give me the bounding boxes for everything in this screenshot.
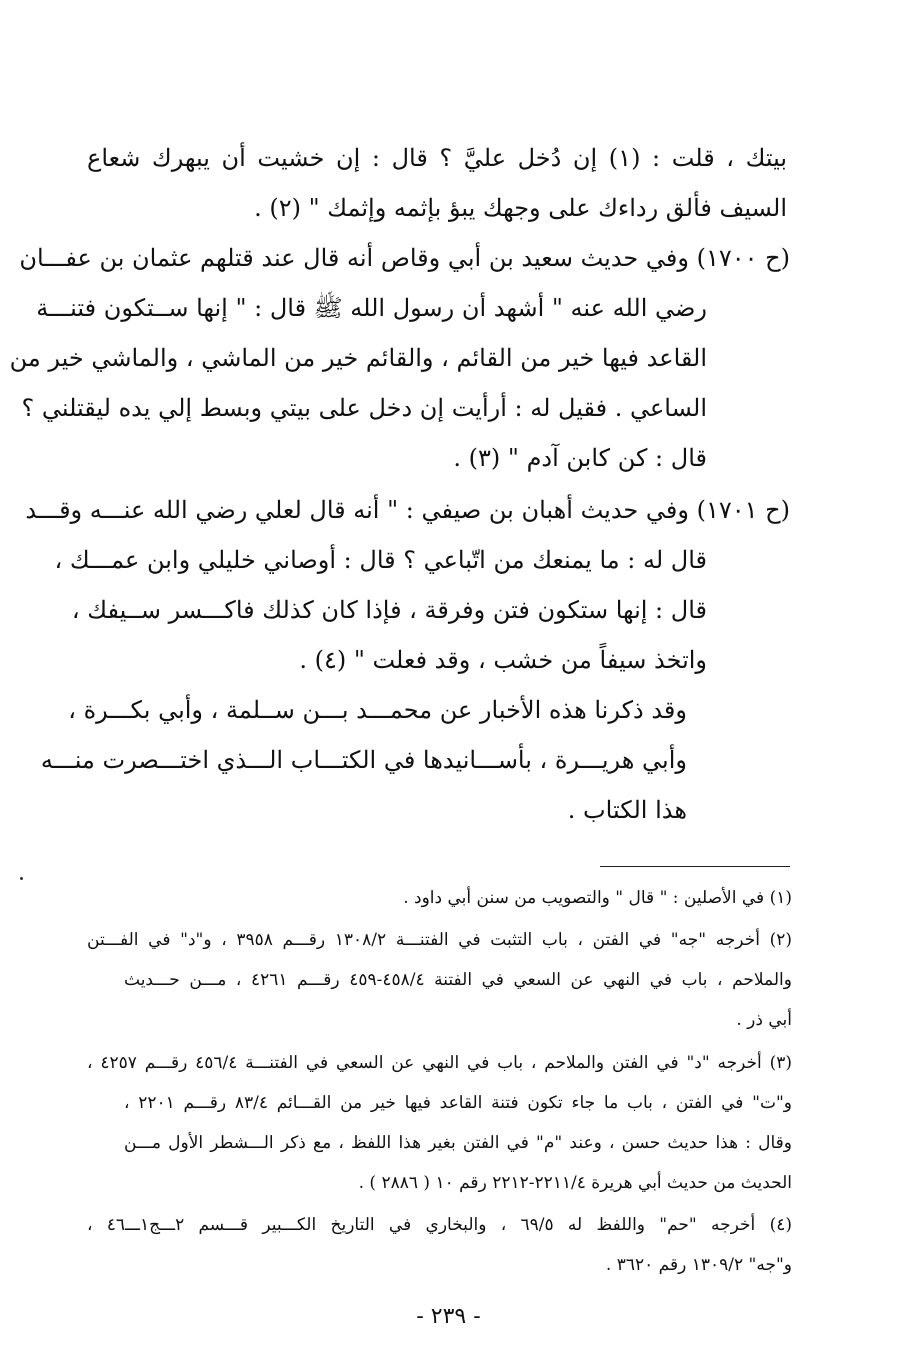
body-line: السيف فألق رداءك على وجهك يبؤ بإثمه وإثمك " (٢) .	[254, 194, 787, 222]
hadith-1700-line: (ح ١٧٠٠) وفي حديث سعيد بن أبي وقاص أنه قال عند قتلهم عثمان بن عفـــان	[19, 244, 790, 272]
footnote-3: (٣) أخرجه "د" في الفتن والملاحم ، باب في النهي عن السعي في الفتنـــة ٤٥٦/٤ رقـــم ٤٢٥٧ ،	[87, 1053, 792, 1073]
body-line: واتخذ سيفاً من خشب ، وقد فعلت " (٤) .	[299, 646, 707, 674]
body-line: وقد ذكرنا هذه الأخبار عن محمـــد بـــن ســلمة ، وأبي بكـــرة ،	[68, 696, 687, 724]
body-line: القاعد فيها خير من القائم ، والقائم خير من الماشي ، والماشي خير من	[9, 344, 707, 372]
body-line: قال له : ما يمنعك من اتّباعي ؟ قال : أوصاني خليلي وابن عمـــك ،	[54, 546, 707, 574]
footnote-3-cont: الحديث من حديث أبي هريرة ٢٢١١/٤-٢٢١٢ رقم ١٠ ( ٢٨٨٦ ) .	[358, 1173, 792, 1193]
footnote-separator	[600, 866, 790, 867]
body-line: بيتك ، قلت : (١) إن دُخل عليَّ ؟ قال : إن خشيت أن يبهرك شعاع	[87, 144, 788, 172]
hadith-1701-line: (ح ١٧٠١) وفي حديث أهبان بن صيفي : " أنه قال لعلي رضي الله عنـــه وقـــد	[25, 496, 790, 524]
stray-mark	[20, 877, 23, 880]
footnote-1: (١) في الأصلين : " قال " والتصويب من سنن أبي داود .	[403, 888, 792, 908]
footnote-4-cont: و"جه" ١٣٠٩/٢ رقم ٣٦٢٠ .	[605, 1255, 792, 1275]
body-line: قال : كن كابن آدم " (٣) .	[453, 444, 707, 472]
page-number: - ٢٣٩ -	[416, 1304, 481, 1329]
body-line: هذا الكتاب .	[567, 796, 687, 824]
footnote-3-cont: وقال : هذا حديث حسن ، وعند "م" في الفتن بغير هذا اللفظ ، مع ذكر الـــشطر الأول مـــن	[124, 1133, 792, 1153]
body-line: رضي الله عنه " أشهد أن رسول الله ﷺ قال : " إنها ســتكون فتنـــة	[36, 294, 707, 322]
footnote-2-cont: والملاحم ، باب في النهي عن السعي في الفتنة ٤٥٨/٤-٤٥٩ رقـــم ٤٢٦١ ، مـــن حـــديث	[124, 970, 792, 990]
footnote-4: (٤) أخرجه "حم" واللفظ له ٦٩/٥ ، والبخاري في التاريخ الكـــبير قـــسم ٢ـــج١ـــ٤٦ ،	[87, 1215, 792, 1235]
footnote-2: (٢) أخرجه "جه" في الفتن ، باب التثبت في الفتنـــة ١٣٠٨/٢ رقـــم ٣٩٥٨ ، و"د" في الفـــتن	[87, 930, 792, 950]
footnote-3-cont: و"ت" في الفتن ، باب ما جاء تكون فتنة القاعد فيها خير من القـــائم ٨٣/٤ رقـــم ٢٢٠١ ،	[124, 1093, 793, 1113]
body-line: وأبي هريـــرة ، بأســـانيدها في الكتـــاب الـــذي اختـــصرت منـــه	[40, 746, 687, 774]
body-line: الساعي . فقيل له : أرأيت إن دخل على بيتي وبسط إلي يده ليقتلني ؟	[21, 394, 707, 422]
footnote-2-cont: أبي ذر .	[736, 1010, 792, 1030]
body-line: قال : إنها ستكون فتن وفرقة ، فإذا كان كذلك فاكـــسر ســيفك ،	[71, 596, 707, 624]
